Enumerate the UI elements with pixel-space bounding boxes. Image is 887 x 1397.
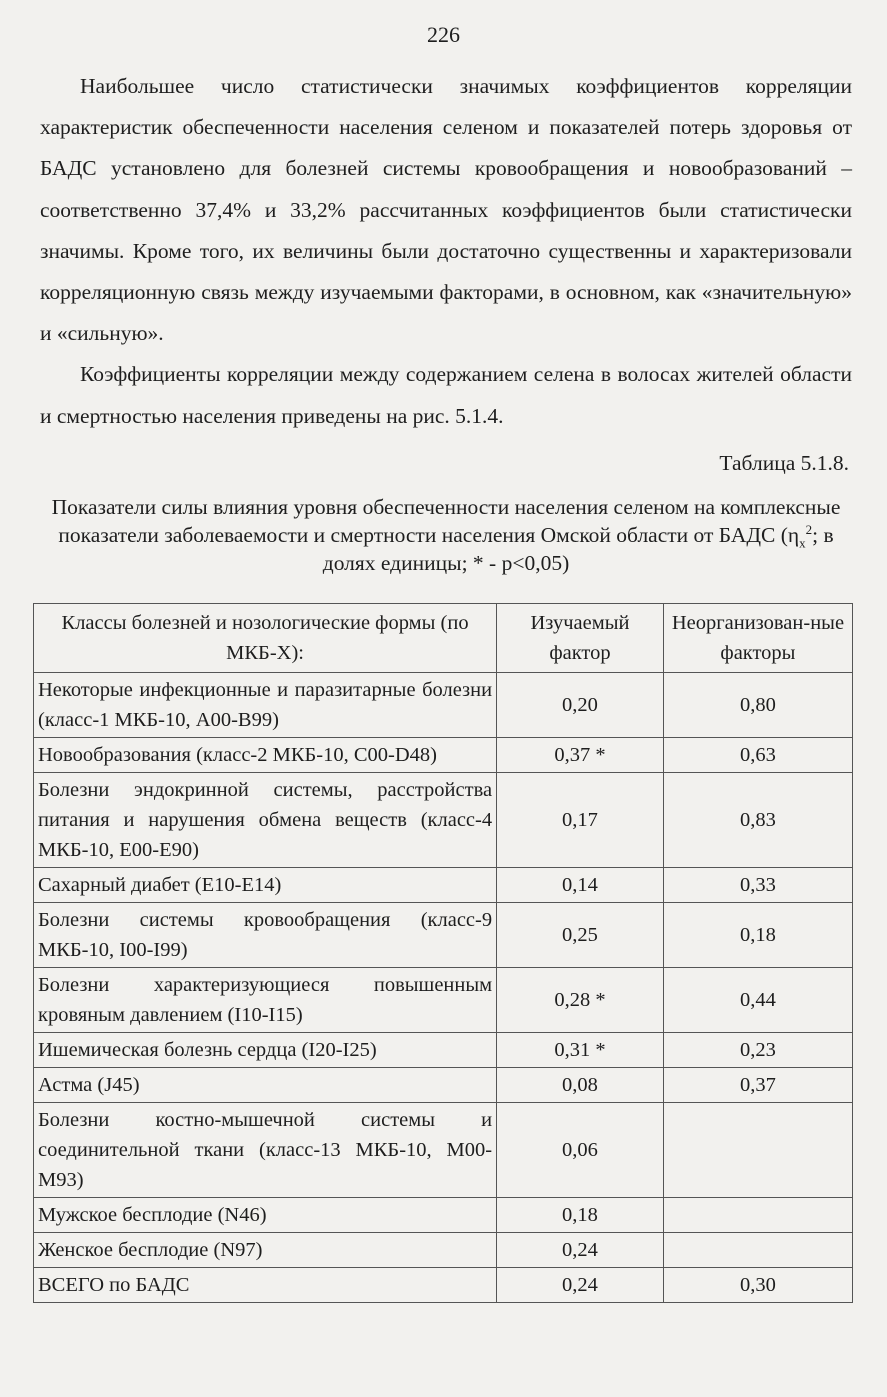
table-row bbox=[34, 968, 853, 1033]
paragraph: Наибольшее число статистически значимых коэффициентов корреляции характеристик обеспеченности населения селеном и показателей потерь здоровья от БАДС установлено для болезней системы кровообращения и новообразований – соответственно 37,4% и 33,2% рассчитанных коэффициентов были статистически значимы. Кроме того, их величины были достаточно существенны и характеризовали корреляционную связь между изучаемыми факторами, в основном, как «значительную» и «сильную». bbox=[40, 74, 852, 346]
disease-name: Болезни системы кровообращения (класс-9 МКБ-10, I00-I99) bbox=[34, 903, 497, 968]
disease-name: Болезни эндокринной системы, расстройства питания и нарушения обмена веществ (класс-4 МКБ-10, E00-E90) bbox=[34, 773, 497, 868]
studied-value: 0,20 bbox=[497, 673, 664, 738]
caption-subscript: x bbox=[799, 535, 806, 551]
table-row bbox=[34, 1033, 853, 1068]
table-caption bbox=[40, 493, 852, 577]
caption-text: Показатели силы влияния уровня обеспеченности населения селеном на комплексные показатели заболеваемости и смертности населения Омской области от БАДС (η bbox=[51, 495, 841, 547]
table-row bbox=[34, 1233, 853, 1268]
unorganized-value: 0,33 bbox=[663, 868, 852, 903]
paragraph: Коэффициенты корреляции между содержанием селена в волосах жителей области и смертностью населения приведены на рис. 5.1.4. bbox=[40, 362, 852, 428]
disease-name: Ишемическая болезнь сердца (I20-I25) bbox=[34, 1033, 497, 1068]
studied-value: 0,08 bbox=[497, 1068, 664, 1103]
studied-value: 0,14 bbox=[497, 868, 664, 903]
disease-name: Сахарный диабет (E10-E14) bbox=[34, 868, 497, 903]
table-label: Таблица 5.1.8. bbox=[719, 451, 849, 475]
unorganized-value bbox=[663, 1233, 852, 1268]
disease-name: Болезни костно-мышечной системы и соединительной ткани (класс-13 МКБ-10, M00-M93) bbox=[34, 1103, 497, 1198]
disease-name: Некоторые инфекционные и паразитарные болезни (класс-1 МКБ-10, A00-B99) bbox=[34, 673, 497, 738]
body-text bbox=[40, 66, 852, 437]
studied-value: 0,24 bbox=[497, 1268, 664, 1303]
table-header-row bbox=[34, 604, 853, 673]
unorganized-value: 0,37 bbox=[663, 1068, 852, 1103]
table-row bbox=[34, 868, 853, 903]
unorganized-value: 0,63 bbox=[663, 738, 852, 773]
table-row bbox=[34, 1268, 853, 1303]
studied-value: 0,31 * bbox=[497, 1033, 664, 1068]
table-row bbox=[34, 1103, 853, 1198]
studied-value: 0,25 bbox=[497, 903, 664, 968]
unorganized-value: 0,18 bbox=[663, 903, 852, 968]
header-unorganized-factors: Неорганизован-ные факторы bbox=[663, 604, 852, 673]
studied-value: 0,06 bbox=[497, 1103, 664, 1198]
studied-value: 0,24 bbox=[497, 1233, 664, 1268]
table-row bbox=[34, 773, 853, 868]
disease-name: Женское бесплодие (N97) bbox=[34, 1233, 497, 1268]
unorganized-value: 0,44 bbox=[663, 968, 852, 1033]
disease-name: Болезни характеризующиеся повышенным кровяным давлением (I10-I15) bbox=[34, 968, 497, 1033]
unorganized-value bbox=[663, 1198, 852, 1233]
data-table bbox=[33, 603, 853, 1303]
header-disease-class: Классы болезней и нозологические формы (по МКБ-X): bbox=[34, 604, 497, 673]
disease-name: ВСЕГО по БАДС bbox=[34, 1268, 497, 1303]
caption-superscript: 2 bbox=[805, 521, 813, 537]
table-row bbox=[34, 738, 853, 773]
page-number: 226 bbox=[427, 22, 460, 47]
studied-value: 0,17 bbox=[497, 773, 664, 868]
header-studied-factor: Изучаемый фактор bbox=[497, 604, 664, 673]
unorganized-value: 0,83 bbox=[663, 773, 852, 868]
disease-name: Новообразования (класс-2 МКБ-10, C00-D48) bbox=[34, 738, 497, 773]
unorganized-value: 0,80 bbox=[663, 673, 852, 738]
unorganized-value: 0,30 bbox=[663, 1268, 852, 1303]
disease-name: Астма (J45) bbox=[34, 1068, 497, 1103]
studied-value: 0,37 * bbox=[497, 738, 664, 773]
caption-text-end: ; в долях единицы; * - p<0,05) bbox=[322, 523, 834, 575]
table-row bbox=[34, 673, 853, 738]
studied-value: 0,18 bbox=[497, 1198, 664, 1233]
table-row bbox=[34, 1198, 853, 1233]
studied-value: 0,28 * bbox=[497, 968, 664, 1033]
table-row bbox=[34, 903, 853, 968]
disease-name: Мужское бесплодие (N46) bbox=[34, 1198, 497, 1233]
unorganized-value bbox=[663, 1103, 852, 1198]
table-row bbox=[34, 1068, 853, 1103]
unorganized-value: 0,23 bbox=[663, 1033, 852, 1068]
